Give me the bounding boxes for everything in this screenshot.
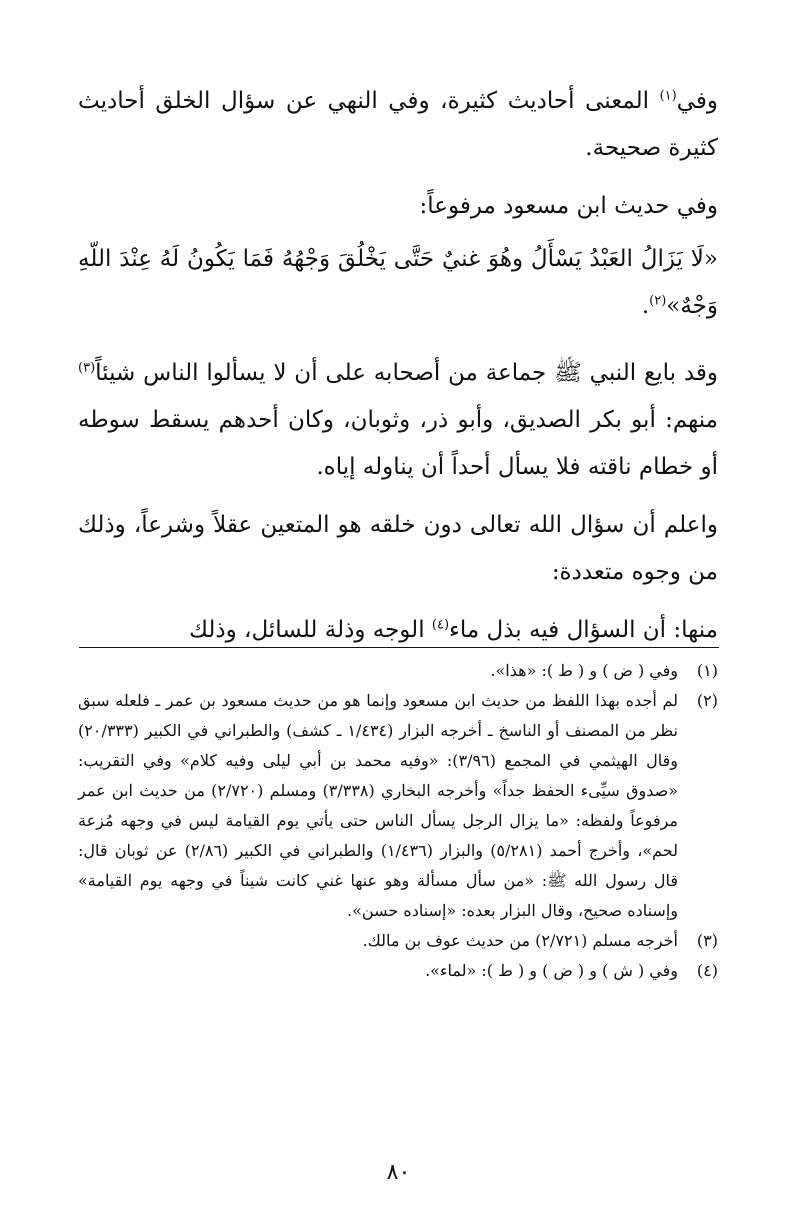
paragraph-6: منها: أن السؤال فيه بذل ماء$^{(٤)}$ الوجه وذلة للسائل، وذلك <box>189 617 718 643</box>
footnote-text: وفي ( ش ) و ( ض ) و ( ط ): «لماء». <box>425 961 678 980</box>
paragraph-1: وفي$^{(١)}$ المعنى أحاديث كثيرة، وفي النهي عن سؤال الخلق أحاديث كثيرة صحيحة. <box>78 88 718 161</box>
footnote-ref-4[interactable]: (٤) <box>431 617 450 633</box>
main-text <box>78 78 718 665</box>
footnote-4 <box>78 956 718 986</box>
hadith-quote: «لَا يَزَالُ العَبْدُ يَسْأَلُ وهُوَ غنيٌ حَتَّى يَخْلُقَ وَجْهُهُ فَمَا يَكُونُ لَهُ عِنْدَ اللّهِ وَجْهٌ»$^{(٢)}$. <box>78 246 718 319</box>
footnote-ref-2[interactable]: (٢) <box>649 293 667 309</box>
footnote-3 <box>78 926 718 956</box>
footnote-2 <box>78 686 718 926</box>
footnote-divider <box>79 647 719 648</box>
footnotes <box>78 656 718 986</box>
footnote-text: وفي ( ض ) و ( ط ): «هذا». <box>490 661 678 680</box>
footnote-1 <box>78 656 718 686</box>
footnote-number: (٣) <box>696 931 718 950</box>
footnote-number: (٤) <box>696 961 718 980</box>
footnote-text: لم أجده بهذا اللفظ من حديث ابن مسعود وإنما هو من حديث مسعود بن عمر ـ فلعله سبق نظر من المصنف أو الناسخ ـ أخرجه البزار (١/٤٣٤ ـ كشف) والطبراني في الكبير (٢٠/٣٣٣) وقال الهيثمي في المجمع (٣/٩٦): «وفيه محمد بن أبي ليلى وفيه كلام» وفي التقريب: «صدوق سيِّىء الحفظ جداً» وأخرجه البخاري (٣/٣٣٨) ومسلم (٢/٧٢٠) من حديث ابن عمر مرفوعاً ولفظه: «ما يزال الرجل يسأل الناس حتى يأتي يوم القيامة ليس في وجهه مُزعة لحم»، وأخرج أحمد (٥/٢٨١) والبزار (١/٤٣٦) والطبراني في الكبير (٢/٨٦) عن ثوبان قال: قال رسول الله ﷺ: «من سأل مسألة وهو عنها غني كانت شيناً في وجهه يوم القيامة» وإسناده صحيح، وقال البزار بعده: «إسناده حسن». <box>78 691 679 920</box>
paragraph-2: وفي حديث ابن مسعود مرفوعاً: <box>419 193 718 219</box>
footnote-number: (٢) <box>696 691 718 710</box>
paragraph-5: واعلم أن سؤال الله تعالى دون خلقه هو المتعين عقلاً وشرعاً، وذلك من وجوه متعددة: <box>78 512 718 585</box>
page-number: ٨٠ <box>386 1160 411 1185</box>
footnote-ref-1[interactable]: (١) <box>659 88 677 104</box>
footnote-number: (١) <box>696 661 718 680</box>
paragraph-4: وقد بايع النبي ﷺ جماعة من أصحابه على أن لا يسألوا الناس شيئاً$^{(٣)}$ منهم: أبو بكر الصديق، وأبو ذر، وثوبان، وكان أحدهم يسقط سوطه أو خطام ناقته فلا يسأل أحداً أن يناوله إياه. <box>78 360 718 480</box>
footnote-text: أخرجه مسلم (٢/٧٢١) من حديث عوف بن مالك. <box>362 931 678 950</box>
footnote-ref-3[interactable]: (٣) <box>78 360 96 376</box>
